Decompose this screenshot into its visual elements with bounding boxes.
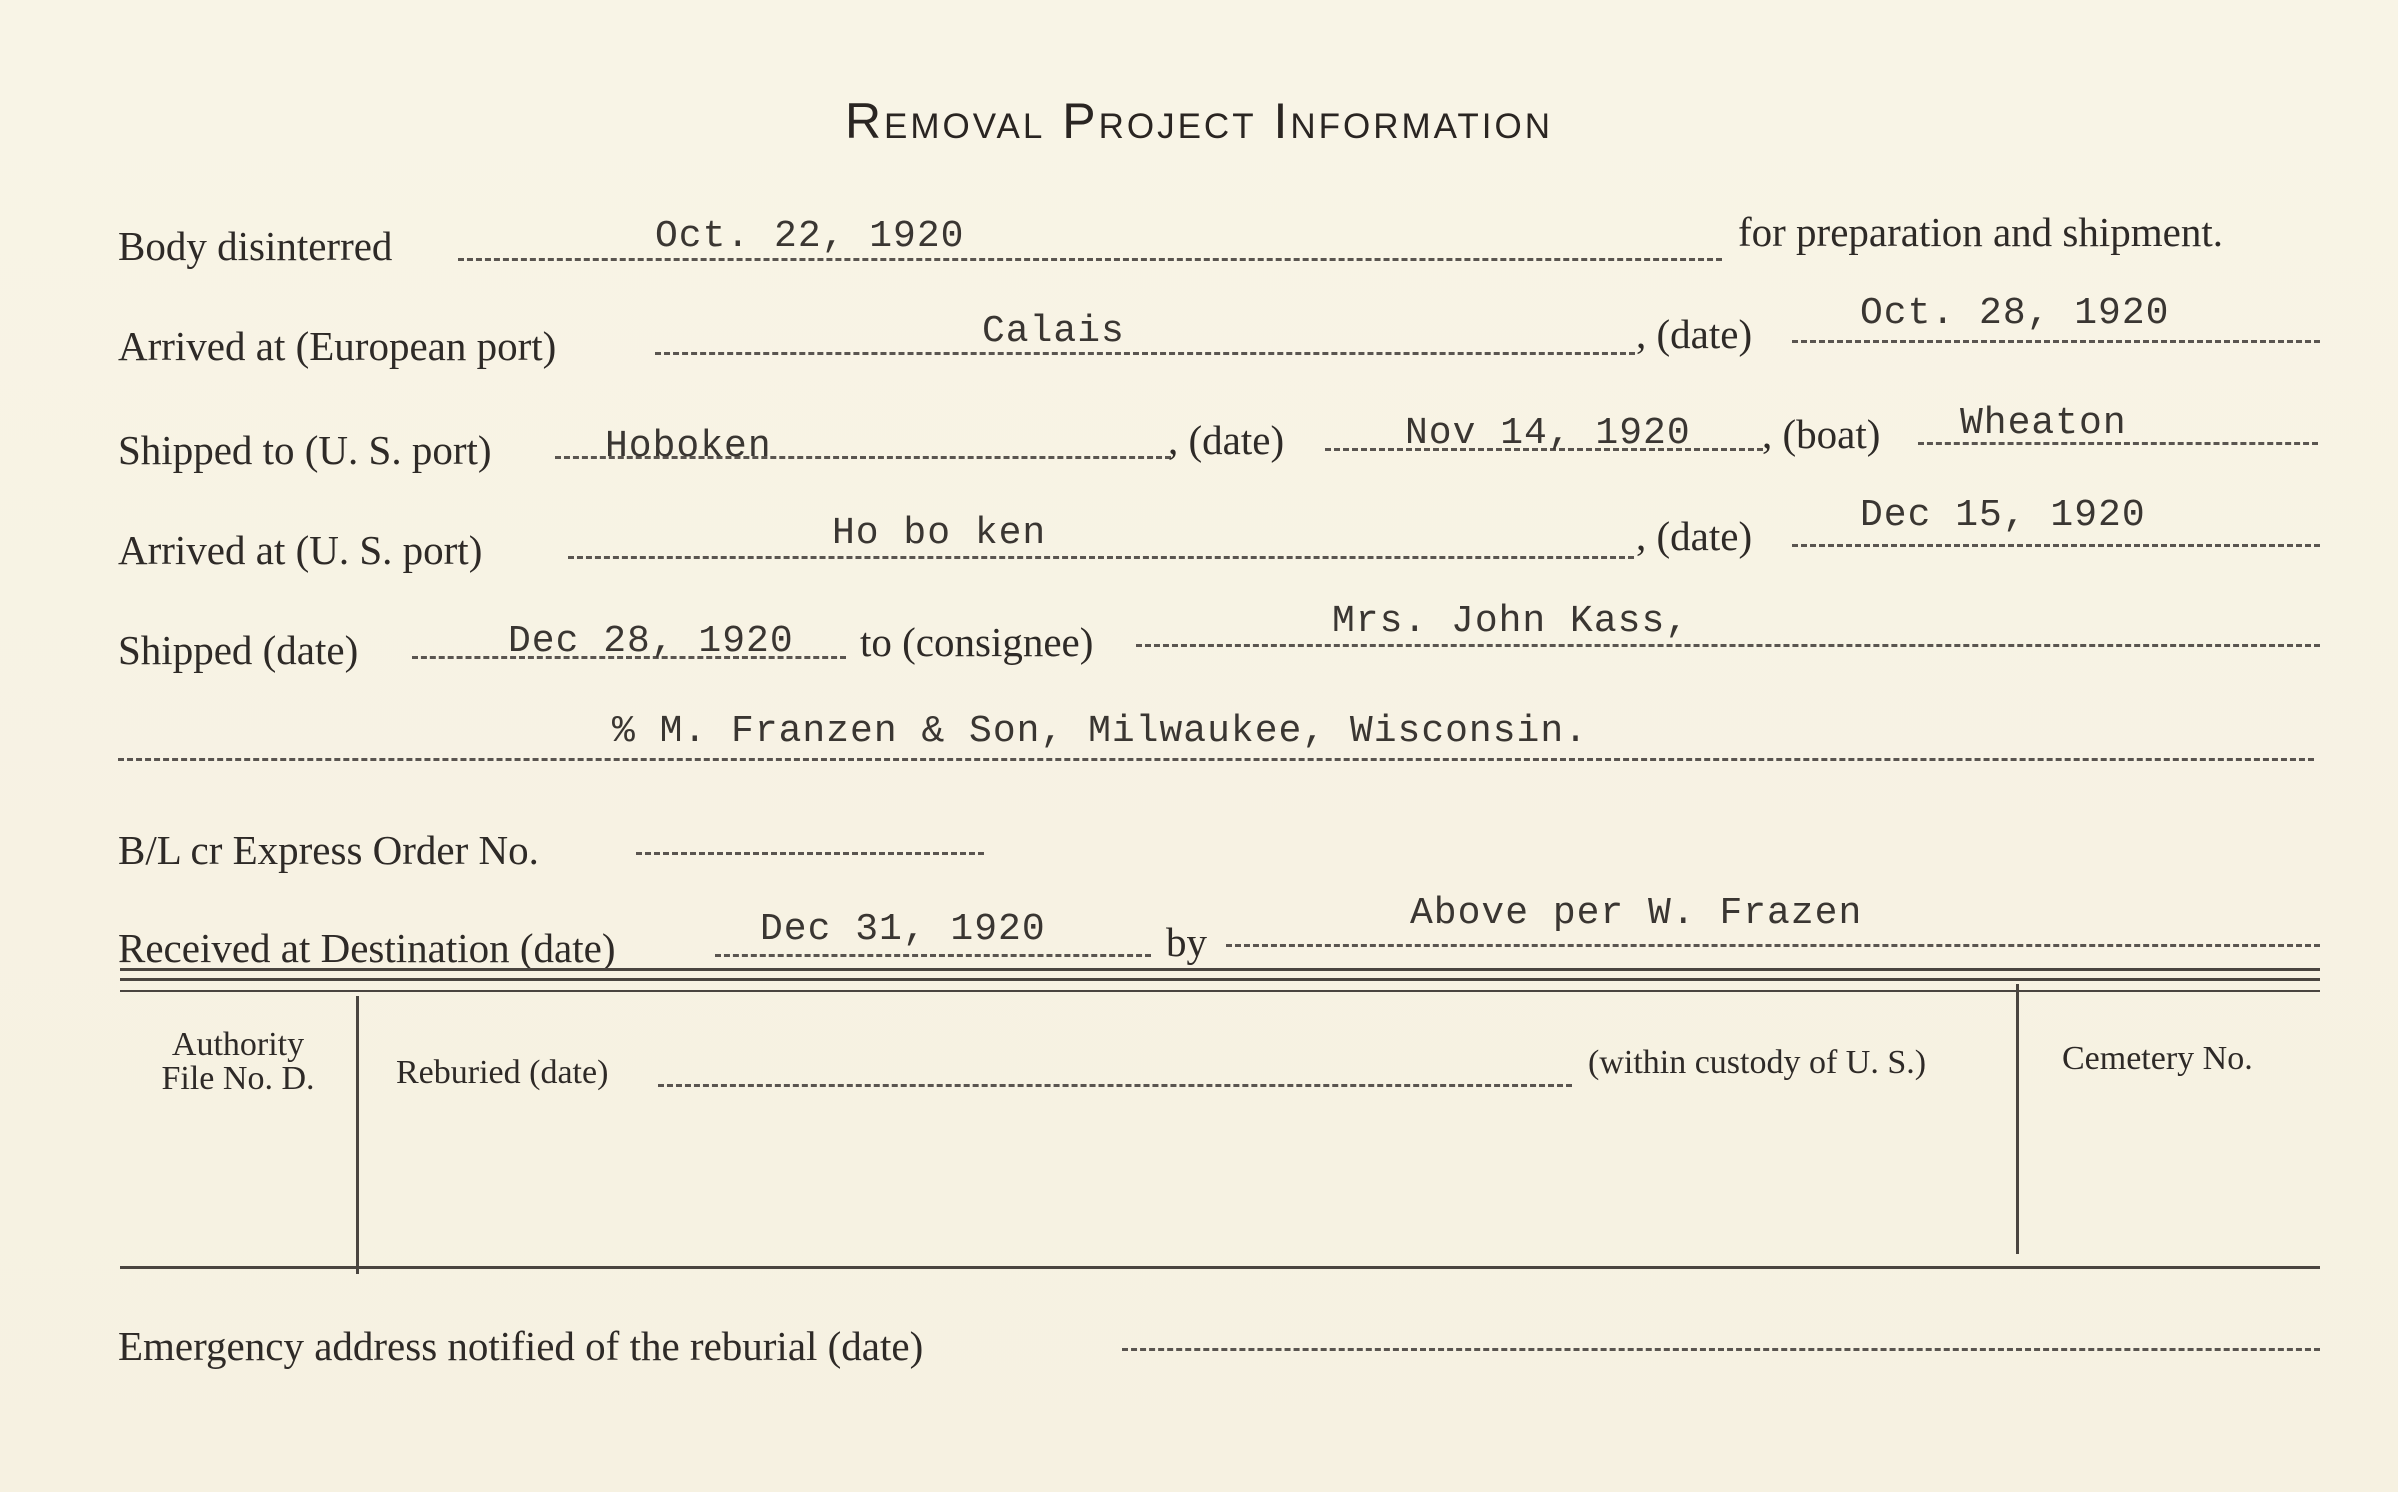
arrived-us-line bbox=[568, 556, 1634, 559]
received-by-line bbox=[1226, 944, 2320, 947]
custody-label: (within custody of U. S.) bbox=[1588, 1044, 1927, 1081]
box-top-rule-3 bbox=[120, 990, 2320, 992]
disinterred-line bbox=[458, 258, 1722, 261]
arrived-us-label: Arrived at (U. S. port) bbox=[118, 527, 483, 573]
emergency-label: Emergency address notified of the reburial (date) bbox=[118, 1323, 924, 1369]
card-title: Removal Project Information bbox=[844, 93, 1554, 149]
address-line bbox=[118, 758, 2314, 761]
arrived-eu-date-label: , (date) bbox=[1636, 311, 1753, 357]
arrived-eu-date-line bbox=[1792, 340, 2320, 343]
cemetery-label: Cemetery No. bbox=[2062, 1040, 2253, 1077]
arrived-eu-value: Calais bbox=[982, 310, 1125, 353]
authority-label bbox=[128, 1028, 348, 1096]
arrived-us-date-label: , (date) bbox=[1636, 513, 1753, 559]
arrived-us-date-value: Dec 15, 1920 bbox=[1860, 494, 2146, 537]
shipped-us-boat-label: , (boat) bbox=[1762, 411, 1881, 457]
authority-line1: Authority bbox=[171, 1026, 305, 1063]
shipped-us-label: Shipped to (U. S. port) bbox=[118, 427, 492, 473]
consignee-label: to (consignee) bbox=[860, 619, 1094, 665]
bl-label: B/L cr Express Order No. bbox=[118, 827, 539, 873]
emergency-line bbox=[1122, 1348, 2320, 1351]
shipped-date-value: Dec 28, 1920 bbox=[508, 620, 794, 663]
arrived-eu-line bbox=[655, 352, 1635, 355]
received-date-line bbox=[715, 954, 1151, 957]
arrived-eu-date-value: Oct. 28, 1920 bbox=[1860, 292, 2170, 335]
consignee-line bbox=[1136, 644, 2320, 647]
box-divider-right bbox=[2016, 984, 2019, 1254]
shipped-us-date-label: , (date) bbox=[1168, 417, 1285, 463]
arrived-eu-label: Arrived at (European port) bbox=[118, 323, 557, 369]
disinterred-value: Oct. 22, 1920 bbox=[655, 215, 965, 258]
bl-line bbox=[636, 852, 984, 855]
authority-line2: File No. D. bbox=[161, 1060, 315, 1097]
reburied-line bbox=[658, 1084, 1572, 1087]
box-divider-left bbox=[356, 996, 359, 1274]
received-date-value: Dec 31, 1920 bbox=[760, 908, 1046, 951]
arrived-us-value: Ho bo ken bbox=[832, 512, 1047, 555]
received-by-value: Above per W. Frazen bbox=[1410, 892, 1863, 935]
shipped-us-date-value: Nov 14, 1920 bbox=[1405, 412, 1691, 455]
address-value: % M. Franzen & Son, Milwaukee, Wisconsin. bbox=[612, 710, 1588, 753]
shipped-us-boat-value: Wheaton bbox=[1960, 402, 2127, 445]
reburied-label: Reburied (date) bbox=[396, 1054, 609, 1091]
disinterred-suffix: for preparation and shipment. bbox=[1738, 209, 2224, 255]
box-bottom-rule bbox=[120, 1266, 2320, 1269]
received-by-label: by bbox=[1166, 919, 1207, 965]
received-label: Received at Destination (date) bbox=[118, 925, 616, 971]
shipped-label: Shipped (date) bbox=[118, 627, 359, 673]
consignee-value: Mrs. John Kass, bbox=[1332, 600, 1690, 643]
shipped-us-value: Hoboken bbox=[605, 425, 772, 468]
box-top-rule-2 bbox=[120, 978, 2320, 981]
box-top-rule-1 bbox=[120, 968, 2320, 971]
disinterred-label: Body disinterred bbox=[118, 223, 393, 269]
arrived-us-date-line bbox=[1792, 544, 2320, 547]
